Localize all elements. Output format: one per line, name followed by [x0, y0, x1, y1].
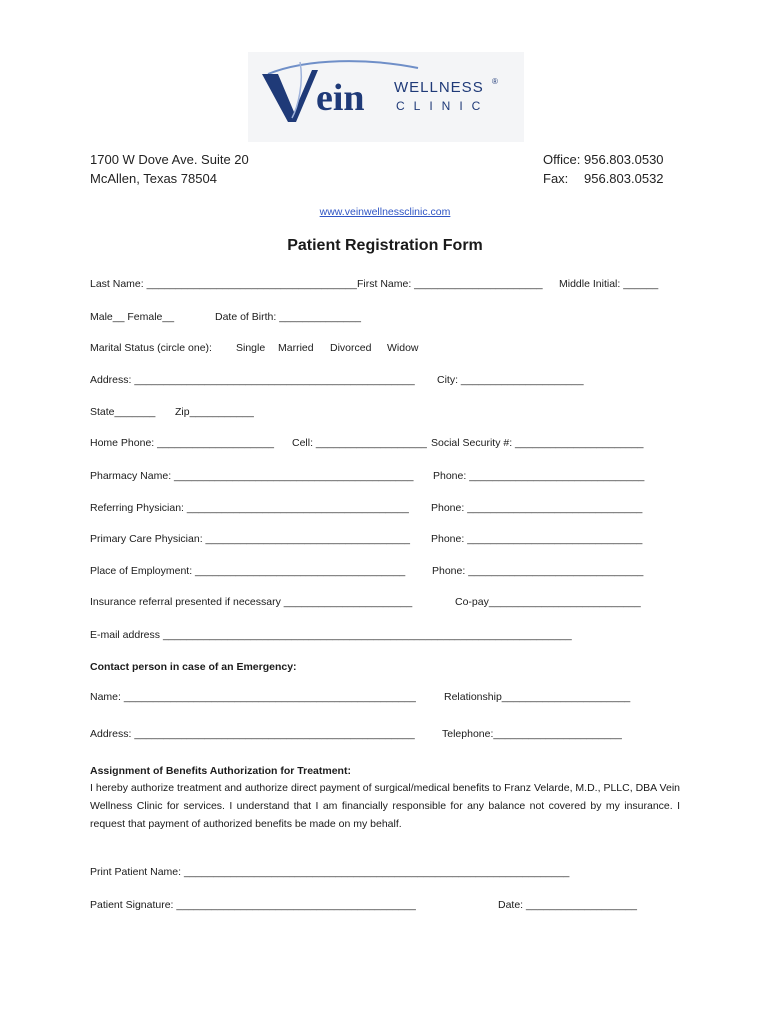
vein-logo-icon — [248, 52, 524, 142]
marital-option-single[interactable]: Single — [236, 342, 266, 354]
cell-field[interactable]: Cell: ___________________ — [292, 437, 427, 449]
address-line-2: McAllen, Texas 78504 — [90, 171, 217, 186]
dob-field[interactable]: Date of Birth: ______________ — [215, 311, 361, 323]
logo-clinic: CLINIC — [396, 99, 490, 113]
address-field[interactable]: Address: ________________________________________________ — [90, 374, 415, 386]
emergency-heading: Contact person in case of an Emergency: — [90, 661, 297, 673]
date-field[interactable]: Date: ___________________ — [498, 899, 637, 911]
marital-option-married[interactable]: Married — [278, 342, 314, 354]
emergency-address-field[interactable]: Address: ________________________________________________ — [90, 728, 415, 740]
city-field[interactable]: City: _____________________ — [437, 374, 584, 386]
assignment-text: I hereby authorize treatment and authorize direct payment of surgical/medical benefits to Franz Velarde, M.D., PLLC, DBA Vein Wellness Clinic for services. I understand that I am financially responsible for any balance not covered by my insurance. I request that payment of authorized benefits be made on my behalf. — [90, 782, 680, 830]
form-title: Patient Registration Form — [287, 237, 483, 254]
fax-number: 956.803.0532 — [584, 171, 664, 186]
primary-care-phone-field[interactable]: Phone: ______________________________ — [431, 533, 643, 545]
marital-option-widow[interactable]: Widow — [387, 342, 419, 354]
home-phone-field[interactable]: Home Phone: ____________________ — [90, 437, 274, 449]
middle-initial-field[interactable]: Middle Initial: ______ — [559, 278, 659, 290]
gender-field[interactable]: Male__ Female__ — [90, 311, 175, 323]
office-number: 956.803.0530 — [584, 152, 664, 167]
signature-field[interactable]: Patient Signature: _________________________________________ — [90, 899, 416, 911]
logo-wellness: WELLNESS — [394, 79, 484, 96]
marital-status-label: Marital Status (circle one): — [90, 342, 212, 354]
first-name-field[interactable]: First Name: ______________________ — [357, 278, 543, 290]
fax-label: Fax: — [543, 171, 569, 186]
referring-physician-field[interactable]: Referring Physician: ______________________________________ — [90, 502, 409, 514]
state-field[interactable]: State_______ — [90, 406, 156, 418]
employment-phone-field[interactable]: Phone: ______________________________ — [432, 565, 644, 577]
referring-phone-field[interactable]: Phone: ______________________________ — [431, 502, 643, 514]
clinic-logo — [248, 52, 524, 142]
address-line-1: 1700 W Dove Ave. Suite 20 — [90, 152, 249, 167]
pharmacy-name-field[interactable]: Pharmacy Name: _________________________________________ — [90, 470, 414, 482]
logo-word: ein — [316, 77, 365, 119]
emergency-name-field[interactable]: Name: __________________________________________________ — [90, 691, 416, 703]
email-field[interactable]: E-mail address ______________________________________________________________________ — [90, 629, 572, 641]
assignment-heading: Assignment of Benefits Authorization for Treatment: — [90, 765, 351, 777]
print-name-field[interactable]: Print Patient Name: __________________________________________________________________ — [90, 866, 570, 878]
ssn-field[interactable]: Social Security #: ______________________ — [431, 437, 644, 449]
office-label: Office: — [543, 152, 581, 167]
copay-field[interactable]: Co-pay__________________________ — [455, 596, 641, 608]
logo-registered: ® — [492, 77, 498, 86]
website-link[interactable]: www.veinwellnessclinic.com — [319, 206, 451, 218]
pharmacy-phone-field[interactable]: Phone: ______________________________ — [433, 470, 645, 482]
insurance-referral-field[interactable]: Insurance referral presented if necessary ______________________ — [90, 596, 413, 608]
emergency-telephone-field[interactable]: Telephone:______________________ — [442, 728, 622, 740]
marital-option-divorced[interactable]: Divorced — [330, 342, 372, 354]
emergency-relationship-field[interactable]: Relationship______________________ — [444, 691, 631, 703]
employment-field[interactable]: Place of Employment: ____________________________________ — [90, 565, 406, 577]
primary-care-field[interactable]: Primary Care Physician: ___________________________________ — [90, 533, 410, 545]
last-name-field[interactable]: Last Name: ____________________________________ — [90, 278, 357, 290]
zip-field[interactable]: Zip___________ — [175, 406, 254, 418]
